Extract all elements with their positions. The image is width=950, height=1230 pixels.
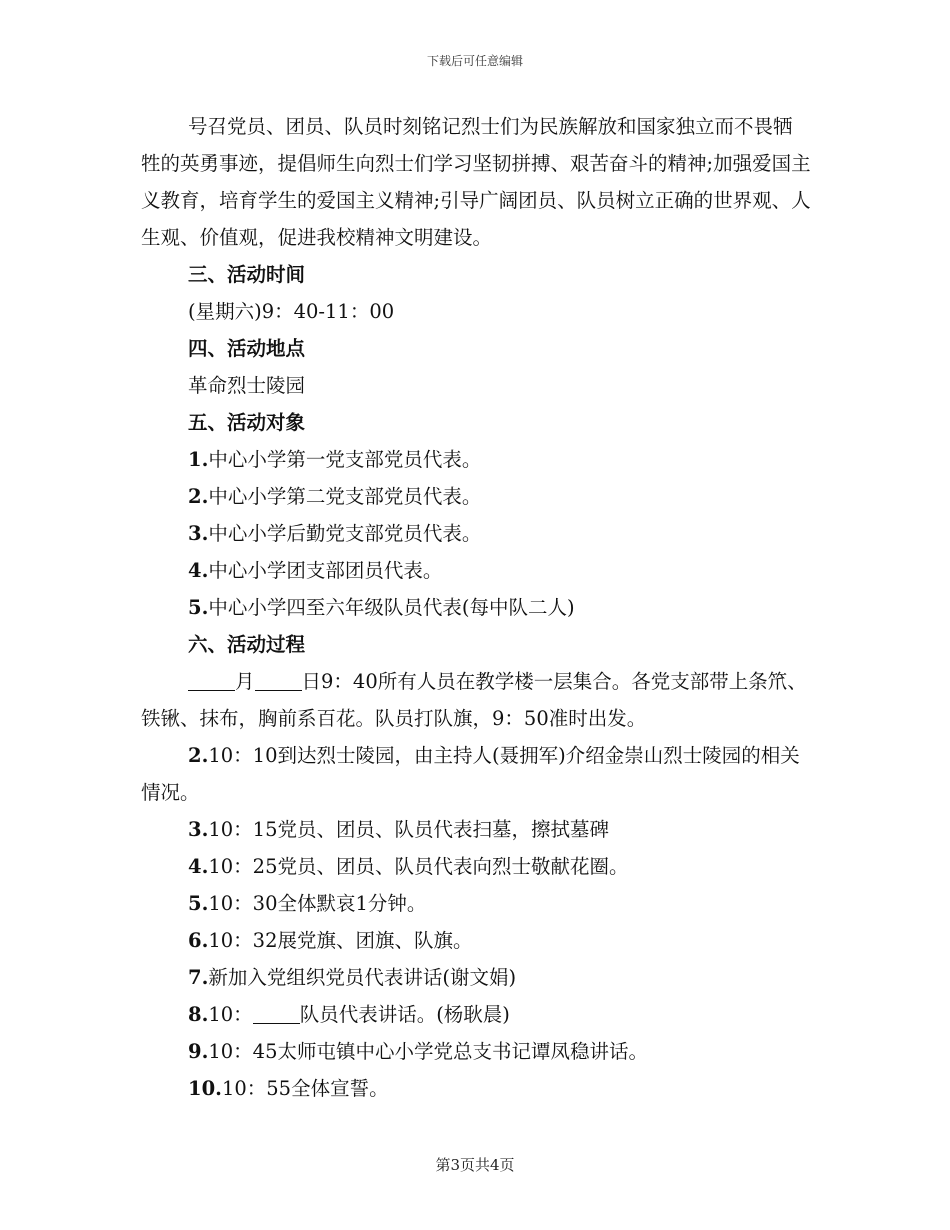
item-number: 10. bbox=[188, 1077, 222, 1100]
fill-blank bbox=[253, 1003, 300, 1024]
list-item bbox=[141, 922, 811, 959]
activity-location: 革命烈士陵园 bbox=[188, 374, 306, 397]
item-text: 10：55全体宣誓。 bbox=[221, 1077, 389, 1100]
document-body bbox=[141, 108, 811, 1107]
fill-blank bbox=[188, 670, 235, 691]
step-text: 日9：40所有人员在教学楼一层集合。各党支部带上条笊、铁锹、抹布，胸前系百花。队员打队旗，9：50准时出发。 bbox=[141, 670, 807, 730]
item-text: 10：10到达烈士陵园，由主持人(聂拥军)介绍金崇山烈士陵园的相关情况。 bbox=[141, 744, 800, 804]
section-heading-location: 四、活动地点 bbox=[188, 337, 306, 360]
item-number: 3. bbox=[188, 818, 209, 841]
month-label: 月 bbox=[235, 670, 255, 693]
item-number: 1. bbox=[188, 448, 209, 471]
section-heading-time: 三、活动时间 bbox=[188, 263, 306, 286]
list-item bbox=[141, 996, 811, 1033]
item-text: 中心小学第二党支部党员代表。 bbox=[208, 485, 482, 508]
item-number: 4. bbox=[188, 559, 209, 582]
list-item bbox=[141, 737, 811, 811]
page-header: 下载后可任意编辑 bbox=[426, 54, 523, 68]
item-number: 6. bbox=[188, 929, 209, 952]
list-item bbox=[141, 848, 811, 885]
list-item bbox=[141, 885, 811, 922]
item-text: 新加入党组织党员代表讲话(谢文娟) bbox=[208, 966, 517, 989]
list-item bbox=[141, 441, 811, 478]
item-number: 8. bbox=[188, 1003, 209, 1026]
list-item bbox=[141, 589, 811, 626]
intro-paragraph: 号召党员、团员、队员时刻铭记烈士们为民族解放和国家独立而不畏牺牲的英勇事迹，提倡师生向烈士们学习坚韧拼搏、艰苦奋斗的精神;加强爱国主义教育，培育学生的爱国主义精神;引导广阔团员、队员树立正确的世界观、人生观、价值观，促进我校精神文明建设。 bbox=[141, 115, 811, 249]
process-step-1 bbox=[141, 663, 811, 737]
item-text: 中心小学后勤党支部党员代表。 bbox=[208, 522, 482, 545]
item-number: 2. bbox=[188, 744, 209, 767]
item-text-after: 队员代表讲话。(杨耿晨) bbox=[299, 1003, 510, 1026]
item-text: 中心小学第一党支部党员代表。 bbox=[208, 448, 482, 471]
item-number: 9. bbox=[188, 1040, 209, 1063]
item-number: 2. bbox=[188, 485, 209, 508]
list-item bbox=[141, 811, 811, 848]
item-text: 10：15党员、团员、队员代表扫墓，擦拭墓碑 bbox=[208, 818, 609, 841]
item-text: 中心小学团支部团员代表。 bbox=[208, 559, 443, 582]
section-heading-process: 六、活动过程 bbox=[188, 633, 306, 656]
item-number: 7. bbox=[188, 966, 209, 989]
fill-blank bbox=[255, 670, 302, 691]
section-heading-participants: 五、活动对象 bbox=[188, 411, 306, 434]
list-item bbox=[141, 1070, 811, 1107]
item-number: 5. bbox=[188, 596, 209, 619]
list-item bbox=[141, 515, 811, 552]
item-number: 4. bbox=[188, 855, 209, 878]
item-text: 10：45太师屯镇中心小学党总支书记谭凤稳讲话。 bbox=[208, 1040, 648, 1063]
list-item bbox=[141, 478, 811, 515]
item-number: 5. bbox=[188, 892, 209, 915]
list-item bbox=[141, 959, 811, 996]
item-text: 10：30全体默哀1分钟。 bbox=[208, 892, 427, 915]
item-text-before: 10： bbox=[208, 1003, 253, 1026]
activity-time: (星期六)9：40-11：00 bbox=[188, 300, 395, 323]
page-footer: 第3页共4页 bbox=[435, 1156, 515, 1174]
item-text: 10：25党员、团员、队员代表向烈士敬献花圈。 bbox=[208, 855, 629, 878]
item-text: 10：32展党旗、团旗、队旗。 bbox=[208, 929, 473, 952]
item-text: 中心小学四至六年级队员代表(每中队二人) bbox=[208, 596, 575, 619]
list-item bbox=[141, 1033, 811, 1070]
list-item bbox=[141, 552, 811, 589]
item-number: 3. bbox=[188, 522, 209, 545]
